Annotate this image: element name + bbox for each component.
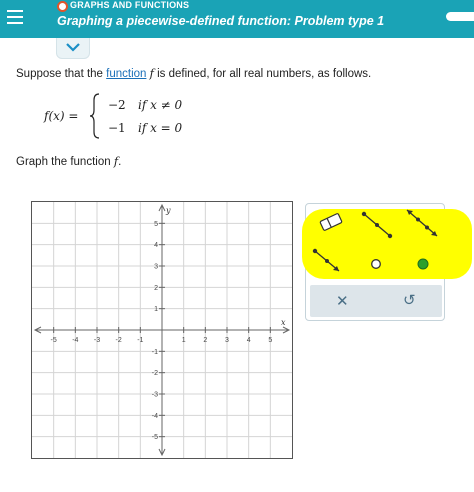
- topic-label: GRAPHS AND FUNCTIONS: [70, 0, 190, 10]
- undo-button[interactable]: [376, 285, 442, 317]
- undo-icon: ↺: [403, 292, 416, 309]
- x-tick-label: -3: [93, 337, 101, 344]
- clear-button[interactable]: [310, 285, 376, 317]
- problem-statement: [16, 66, 371, 80]
- x-tick-label: 5: [268, 337, 273, 344]
- hamburger-menu-icon[interactable]: [7, 6, 25, 30]
- x-tick-label: 1: [181, 337, 186, 344]
- x-axis-label: x: [281, 318, 286, 327]
- function-link[interactable]: function: [106, 68, 147, 80]
- x-tick-label: -1: [137, 337, 144, 344]
- prompt-text-before: Suppose that the: [16, 68, 107, 80]
- y-tick-label: 5: [154, 220, 158, 228]
- top-header-bar: [0, 0, 474, 38]
- header-pill: [446, 12, 474, 21]
- open-point-tool-icon[interactable]: [370, 258, 382, 270]
- line-tool-icon[interactable]: [405, 208, 439, 238]
- closed-point-tool-icon[interactable]: [416, 257, 430, 271]
- function-variable: f: [149, 66, 154, 80]
- problem-title: Graphing a piecewise-defined function: Problem type 1: [57, 14, 385, 28]
- chevron-down-icon: [66, 43, 80, 52]
- graph-action-bar: [310, 285, 442, 317]
- left-brace-icon: [89, 93, 101, 139]
- y-tick-label: 3: [154, 263, 158, 271]
- x-tick-label: -2: [115, 337, 122, 344]
- graph-instruction: [16, 154, 121, 168]
- progress-dot-icon: [57, 1, 68, 12]
- function-notation: f(x) =: [44, 109, 79, 123]
- close-icon: ✕: [336, 293, 349, 310]
- y-tick-label: -5: [151, 434, 158, 442]
- eraser-tool-icon[interactable]: [318, 212, 344, 232]
- instruction-period: .: [118, 156, 122, 168]
- coordinate-plane[interactable]: [31, 201, 293, 459]
- graphing-area[interactable]: [31, 201, 293, 459]
- expand-chevron-button[interactable]: [56, 38, 90, 59]
- case-1-value: −2: [108, 98, 126, 112]
- y-tick-label: 2: [154, 284, 158, 292]
- x-tick-label: -5: [50, 337, 57, 344]
- y-tick-label: 4: [154, 242, 158, 250]
- x-tick-label: -4: [72, 337, 79, 344]
- x-tick-label: 4: [246, 337, 251, 344]
- ray-tool-icon[interactable]: [312, 248, 342, 274]
- segment-tool-icon[interactable]: [360, 211, 394, 239]
- instruction-text: Graph the function: [16, 156, 114, 168]
- y-axis-label: y: [166, 206, 171, 215]
- prompt-text-after: is defined, for all real numbers, as follows.: [153, 68, 372, 80]
- case-2-value: −1: [108, 121, 126, 135]
- x-tick-label: 2: [203, 337, 208, 344]
- x-tick-label: 3: [225, 337, 229, 344]
- y-tick-label: -2: [151, 370, 158, 378]
- y-tick-label: 1: [154, 306, 158, 314]
- y-tick-label: -4: [151, 412, 158, 420]
- instruction-variable: f: [113, 154, 119, 168]
- case-1-condition: if x ≠ 0: [138, 98, 183, 112]
- y-tick-label: -3: [151, 391, 158, 399]
- case-2-condition: if x = 0: [138, 121, 183, 135]
- y-tick-label: -1: [151, 348, 158, 356]
